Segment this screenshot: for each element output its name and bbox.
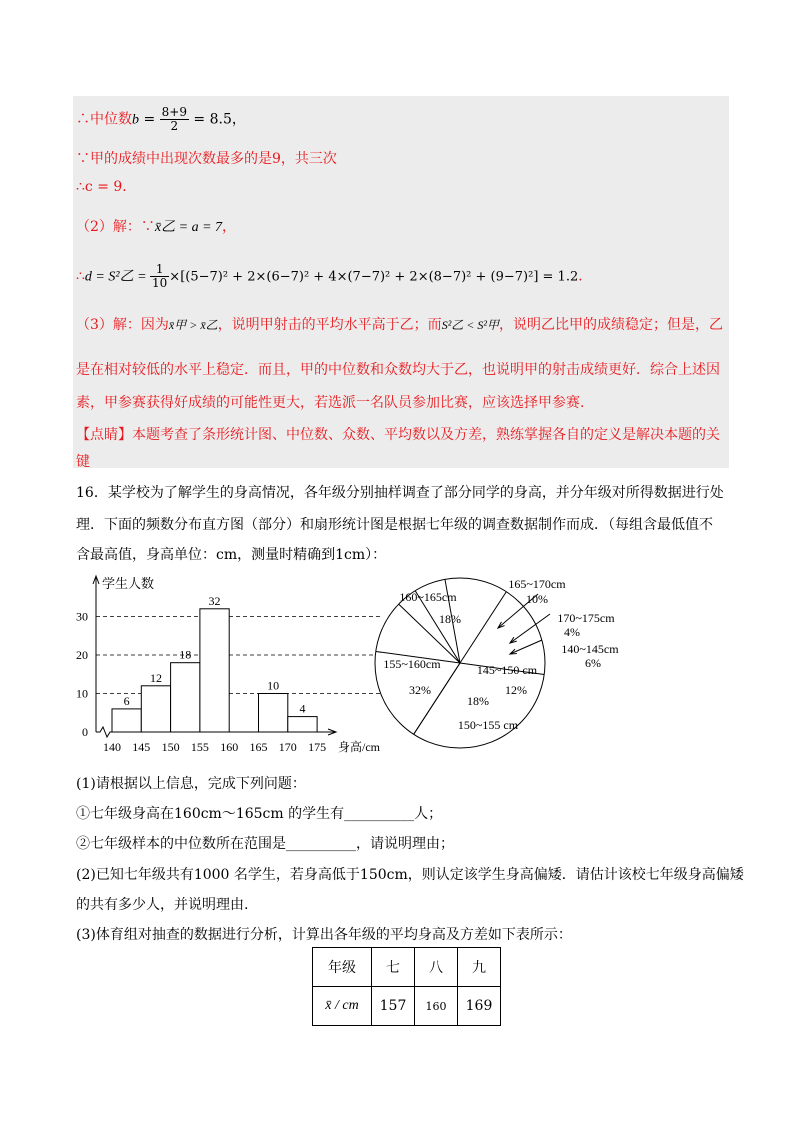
pie-chart [370, 568, 650, 753]
solution-line-8: 素，甲参赛获得好成绩的可能性更大，若选派一名队员参加比赛，应该选择甲参赛. [76, 395, 585, 411]
table-cell: 年级 [313, 948, 372, 987]
table-cell: 七 [372, 948, 415, 987]
question-3: (3)体育组对抽查的数据进行分析，计算出各年级的平均身高及方差如下表所示： [76, 927, 572, 943]
solution-line-7: 是在相对较低的水平上稳定．而且，甲的中位数和众数均大于乙，也说明甲的射击成绩更好．综合上述因 [76, 362, 720, 378]
y-tick-label: 30 [76, 609, 88, 624]
solution-line-c: ∴c = 9． [76, 179, 137, 195]
x-tick-label: 165 [249, 740, 268, 754]
histogram-bar [200, 609, 229, 732]
histogram-bar [259, 694, 288, 733]
pie-slice-percent: 4% [564, 625, 580, 639]
histogram-bar [112, 709, 141, 732]
pie-slice-label: 140~145cm [561, 642, 619, 656]
y-axis-label: 学生人数 [102, 576, 155, 591]
solution-line-mode: ∵甲的成绩中出现次数最多的是9，共三次 [76, 151, 337, 167]
median-fraction: $\frac{8+9}{2}$ [161, 105, 187, 133]
pie-slice-percent: 32% [409, 683, 431, 697]
table-header-row [313, 948, 501, 987]
bar-value-label: 18 [179, 647, 192, 662]
histogram-bar [288, 717, 317, 732]
pie-slice-percent: 18% [439, 612, 461, 626]
y-tick-label: 20 [76, 648, 88, 662]
pie-slice-label: 165~170cm [508, 577, 566, 591]
pie-slice-label: 145~150 cm [476, 663, 538, 677]
solution-line-comment: 【点睛】本题考查了条形统计图、中位数、众数、平均数以及方差，熟练掌握各自的定义是解决本题的关 [76, 427, 720, 443]
table-cell: 八 [415, 948, 458, 987]
question-1: (1)请根据以上信息，完成下列问题： [76, 776, 306, 792]
x-axis-label: 身高/cm [338, 740, 380, 754]
bar-value-label: 4 [299, 701, 306, 716]
x-tick-label: 145 [132, 740, 151, 754]
problem-line-2: 理．下面的频数分布直方图（部分）和扇形统计图是根据七年级的调查数据制作而成．（每组含最低值不 [76, 517, 713, 533]
pie-slice-percent: 18% [467, 694, 489, 708]
histogram-bar [141, 686, 170, 732]
table-cell: x̄ / cm [313, 987, 372, 1026]
x-tick-label: 140 [103, 740, 121, 754]
variance-fraction: $\frac{1}{10}$ [152, 262, 168, 290]
pie-slice-percent: 6% [585, 656, 601, 670]
table-cell: 九 [458, 948, 501, 987]
solution-line-part3: （3）解：因为x̄甲 > x̄乙，说明甲射击的平均水平高于乙；而S²乙 < S²甲，说明乙比甲的成绩稳定；但是，乙 [76, 317, 723, 333]
solution-line-variance: ∴d = S²乙 = $\frac{1}{10}$ ×[(5−7)² + 2×(6−7)² + 4×(7−7)² + 2×(8−7)² + (9−7)²] = 1.2． [76, 262, 593, 290]
bar-value-label: 32 [208, 593, 221, 608]
pie-slice-label: 170~175cm [557, 611, 615, 625]
table-cell: 157 [372, 987, 415, 1026]
question-1b: ②七年级样本的中位数所在范围是__________，请说明理由； [76, 836, 454, 852]
problem-line-3: 含最高值，身高单位：cm，测量时精确到1cm）： [76, 547, 387, 563]
solution-line-part2: （2）解：∵x̄乙 = a = 7， [76, 219, 237, 235]
table-cell: 160 [415, 987, 458, 1026]
y-tick-label: 10 [76, 686, 88, 701]
bar-value-label: 10 [267, 678, 280, 693]
table-cell: 169 [458, 987, 501, 1026]
pie-slice-percent: 10% [526, 592, 548, 606]
x-tick-label: 170 [278, 740, 297, 754]
question-1a: ①七年级身高在160cm～165cm 的学生有__________人； [76, 806, 443, 822]
histogram-chart [60, 570, 395, 760]
height-table [312, 947, 501, 1026]
x-tick-label: 160 [220, 740, 239, 754]
pie-slice-label: 155~160cm [383, 657, 441, 671]
table-row [313, 987, 501, 1026]
problem-line-1: 16．某学校为了解学生的身高情况，各年级分别抽样调查了部分同学的身高，并分年级对所得数据进行处 [76, 485, 724, 501]
histogram-bar [171, 663, 200, 732]
question-2b: 的共有多少人，并说明理由. [76, 897, 249, 913]
solution-line-median: ∴中位数b = $\frac{8+9}{2}$ = 8.5， [76, 105, 246, 133]
x-tick-label: 155 [190, 740, 209, 754]
pie-slice-label: 160~165cm [399, 590, 457, 604]
x-tick-label: 175 [308, 740, 327, 754]
question-2a: (2)已知七年级共有1000 名学生，若身高低于150cm，则认定该学生身高偏矮．请估计该校七年级身高偏矮 [76, 867, 744, 883]
y-tick-label: 0 [82, 725, 88, 739]
x-tick-label: 150 [161, 740, 180, 754]
pie-slice-label: 150~155 cm [457, 718, 519, 732]
bar-value-label: 12 [149, 670, 162, 685]
bar-value-label: 6 [123, 693, 130, 708]
solution-line-comment-end: 键 [76, 454, 90, 470]
pie-slice-percent: 12% [505, 683, 527, 697]
